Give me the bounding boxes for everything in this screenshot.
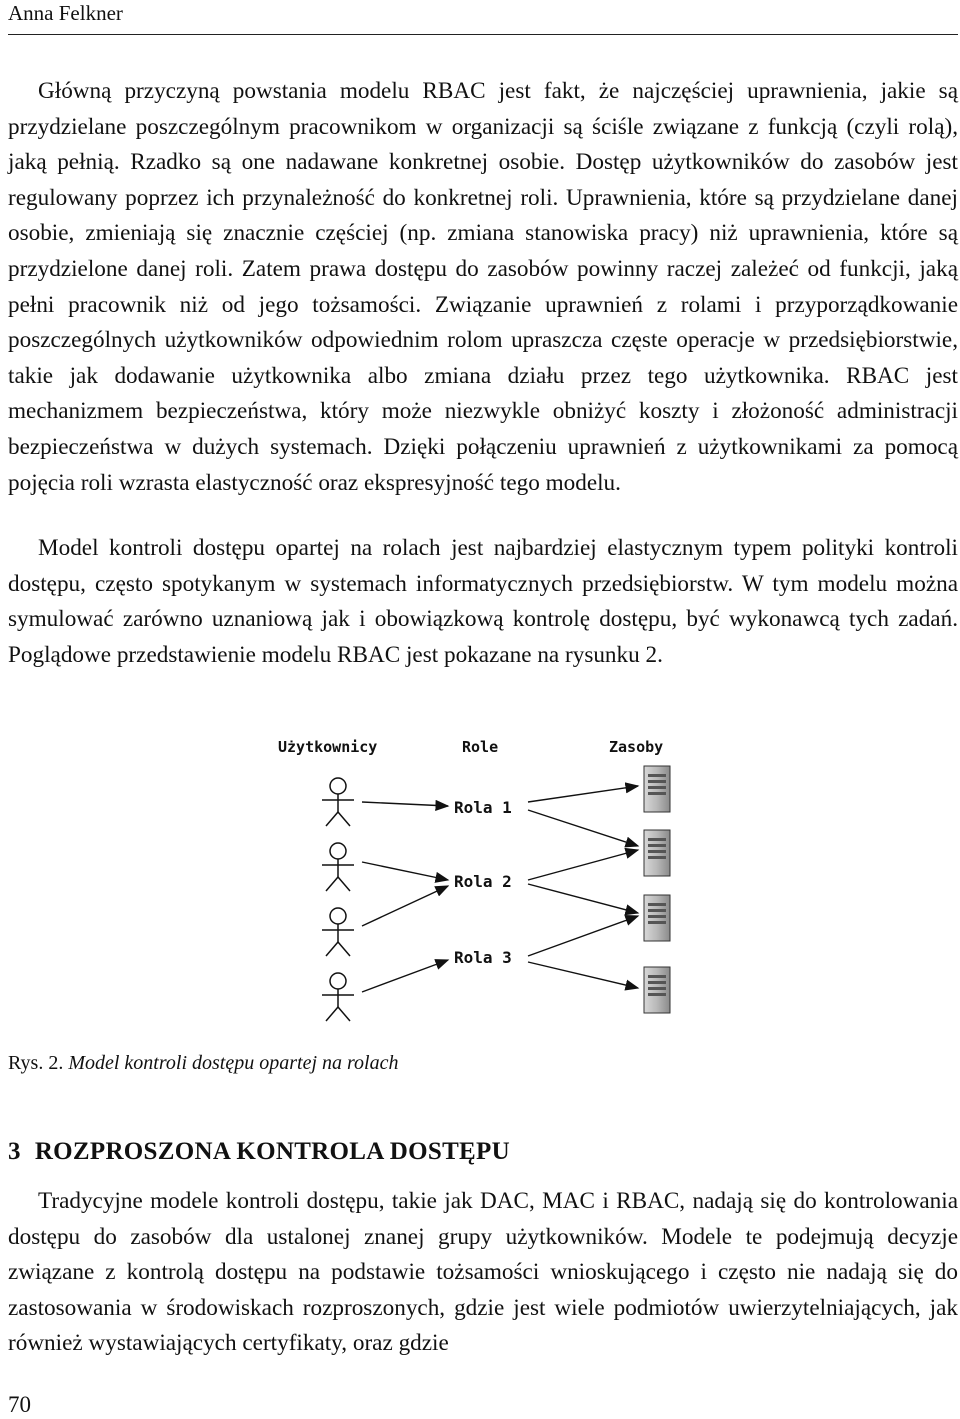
role-label-3: Rola 3 (454, 948, 512, 967)
section-heading (8, 1138, 510, 1166)
rbac-figure (270, 730, 700, 1040)
body-paragraph-3 (8, 1184, 958, 1362)
server-icon (644, 967, 670, 1013)
header-roles: Role (462, 738, 499, 756)
role-label-1: Rola 1 (454, 798, 512, 817)
header-users: Użytkownicy (278, 738, 378, 756)
server-icon (644, 830, 670, 876)
user-role-arrows (362, 802, 448, 992)
user-icon (322, 778, 354, 826)
body-paragraph-2 (8, 531, 958, 673)
body-paragraph-1 (8, 74, 958, 501)
server-icon (644, 766, 670, 812)
paragraph-text: Główną przyczyną powstania modelu RBAC jest fakt, że najczęściej uprawnienia, jakie są przydzielane poszczególnym pracownikom w organizacji są ściśle związane z funkcją (czyli rolą), jaką pełnią. Rzadko są one nadawane konkretnej osobie. Dostęp użytkowników do zasobów jest regulowany poprzez ich przynależność do konkretnej roli. Uprawnienia, które są przydzielane danej osobie, zmieniają się znacznie częściej (np. zmiana stanowiska pracy) niż uprawnienia, które są przydzielone danej roli. Zatem prawa dostępu do zasobów powinny raczej zależeć od funkcji, jaką pełni pracownik niż od jego tożsamości. Związanie uprawnień z rolami i przyporządkowanie poszczególnych użytkowników odpowiednim rolom upraszcza częste operacje w przedsiębiorstwie, takie jak dodawanie użytkownika albo zmiana działu przez tego użytkownika. RBAC jest mechanizmem bezpieczeństwa, który może niezwykle obniżyć koszty i złożoność administracji bezpieczeństwa w dużych systemach. Dzięki połączeniu uprawnień z użytkownikami za pomocą pojęcia roli wzrasta elastyczność oraz ekspresyjność tego modelu. (8, 78, 958, 496)
role-label-2: Rola 2 (454, 872, 512, 891)
figure-caption (8, 1052, 398, 1075)
paragraph-text: Model kontroli dostępu opartej na rolach jest najbardziej elastycznym typem polityki kontroli dostępu, często spotykanym w systemach informatycznych przedsiębiorstw. W tym modelu można symulować zarówno uznaniową jak i obowiązkową kontrolę dostępu, być wykonawcą tych zadań. Poglądowe przedstawienie modelu RBAC jest pokazane na rysunku 2. (8, 535, 958, 668)
page-number: 70 (8, 1392, 31, 1417)
server-icon (644, 895, 670, 941)
rbac-diagram (270, 730, 700, 1040)
caption-prefix: Rys. 2. (8, 1052, 64, 1074)
header-resources: Zasoby (609, 738, 664, 756)
section-title: ROZPROSZONA KONTROLA DOSTĘPU (34, 1138, 510, 1165)
header-author: Anna Felkner (8, 1, 123, 25)
role-resource-arrows (528, 786, 638, 988)
user-icon (322, 843, 354, 891)
running-header (8, 0, 958, 35)
user-icon (322, 908, 354, 956)
paragraph-text: Tradycyjne modele kontroli dostępu, takie jak DAC, MAC i RBAC, nadają się do kontrolowania dostępu do zasobów dla ustalonej znanej grupy użytkowników. Modele te podejmują decyzje związane z kontrolą dostępu na podstawie tożsamości wnioskującego i często nie nadają się do zastosowania w środowiskach rozproszonych, gdzie jest wiele podmiotów uwierzytelniających, jak również wystawiających certyfikaty, oraz gdzie (8, 1188, 958, 1357)
user-icon (322, 973, 354, 1021)
section-number: 3 (8, 1138, 21, 1165)
caption-text: Model kontroli dostępu opartej na rolach (68, 1052, 399, 1074)
